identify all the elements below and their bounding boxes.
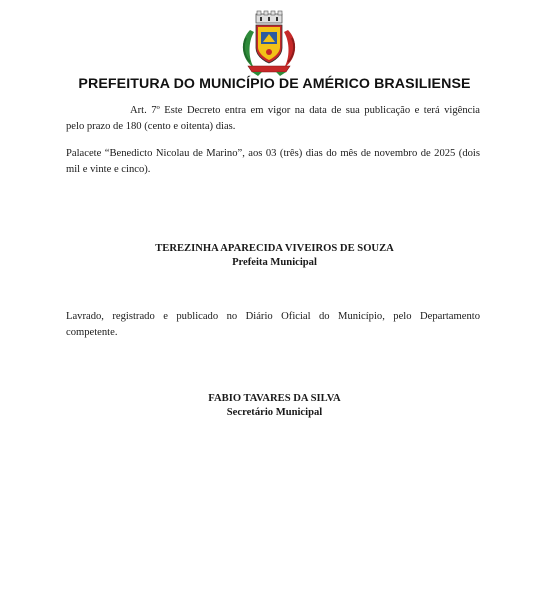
mayor-role: Prefeita Municipal (232, 257, 317, 268)
secretary-signature-block (0, 392, 549, 420)
municipality-title: PREFEITURA DO MUNICÍPIO DE AMÉRICO BRASILIENSE (78, 76, 471, 92)
article-line-1: Art. 7º Este Decreto entra em vigor na data de sua publicação e terá vigência (130, 105, 480, 116)
secretary-role: Secretário Municipal (226, 407, 323, 418)
palace-paragraph (66, 146, 480, 178)
registration-paragraph (66, 309, 480, 341)
palace-line-2: mil e vinte e cinco). (66, 164, 151, 175)
article-line-2: pelo prazo de 180 (cento e oitenta) dias. (66, 121, 236, 132)
palace-line-1: Palacete “Benedicto Nicolau de Marino”, aos 03 (três) dias do mês de novembro de 2025 (dois (66, 148, 480, 159)
registration-line-1: Lavrado, registrado e publicado no Diário Oficial do Município, pelo Departamento (66, 311, 480, 322)
coat-of-arms-logo (236, 10, 302, 78)
article-paragraph (66, 103, 480, 135)
mayor-signature-block (0, 242, 549, 270)
registration-line-2: competente. (66, 327, 118, 338)
secretary-name: FABIO TAVARES DA SILVA (208, 393, 341, 404)
mayor-name: TEREZINHA APARECIDA VIVEIROS DE SOUZA (155, 243, 394, 254)
